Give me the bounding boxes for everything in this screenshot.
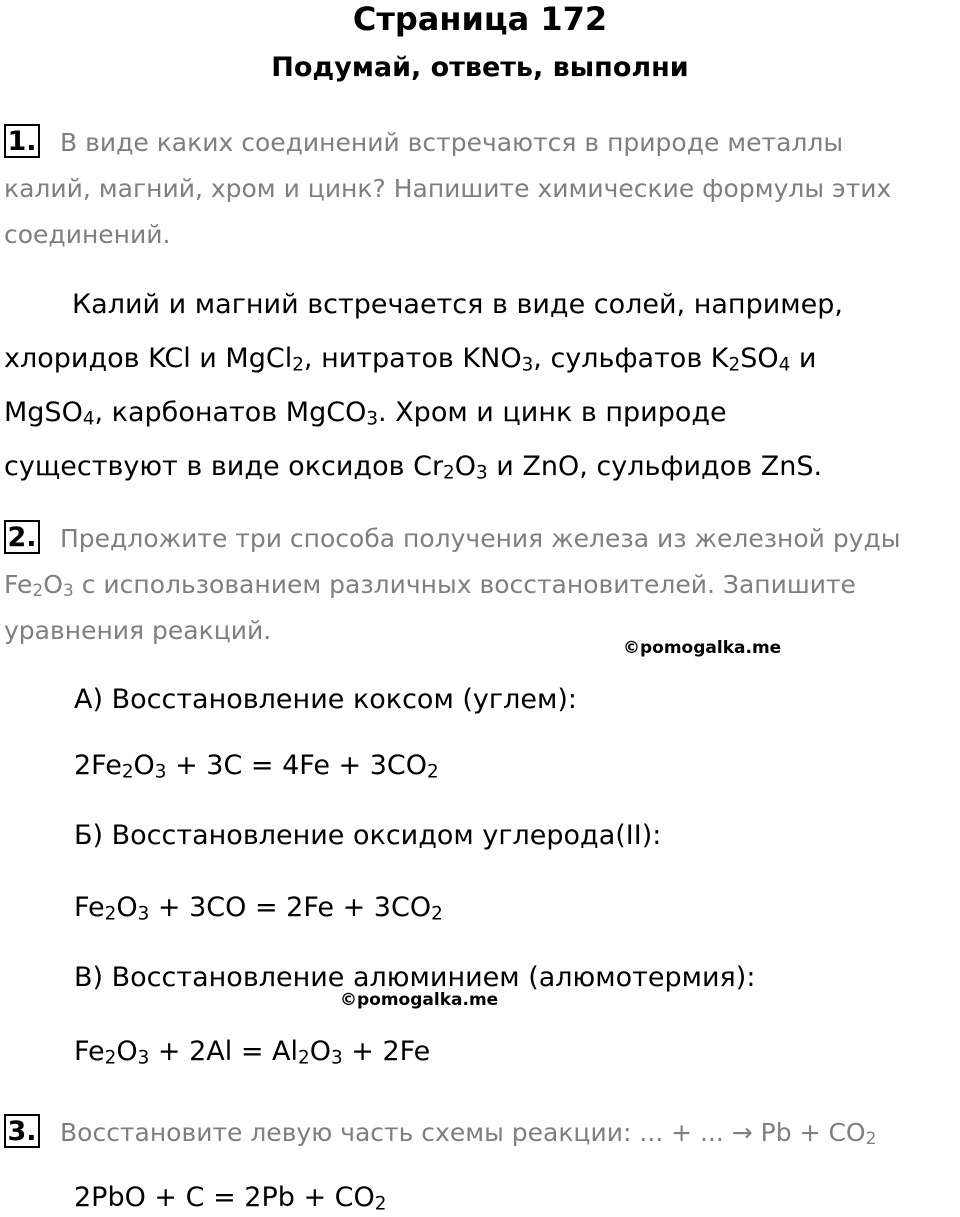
page-subtitle: Подумай, ответь, выполни <box>271 52 689 83</box>
method-a-label: А) Восстановление коксом (углем): <box>74 684 577 715</box>
page-title: Страница 172 <box>352 0 608 38</box>
answer-1-line-4: существуют в виде оксидов $Cr_2O_3$ и ZnO, сульфидов ZnS. <box>4 451 823 484</box>
question-2-line-3: уравнения реакций. <box>4 616 272 645</box>
question-1-line-1: В виде каких соединений встречаются в природе металлы <box>60 128 844 157</box>
question-2-line-1: Предложите три способа получения железа из железной руды <box>60 524 901 553</box>
equation-b: $Fe_2O_3 + 3CO = 2Fe + 3CO_2$ <box>74 892 443 925</box>
question-2-line-2: $Fe_2O_3$ с использованием различных восстановителей. Запишите <box>4 570 856 602</box>
question-1-line-3: соединений. <box>4 220 171 249</box>
method-b-label: Б) Восстановление оксидом углерода(II): <box>74 820 662 851</box>
equation-a: $2Fe_2O_3 + 3C = 4Fe + 3CO_2$ <box>74 750 439 783</box>
question-3-text: Восстановите левую часть схемы реакции: ... + ... → $Pb + CO_2$ <box>60 1118 877 1150</box>
equation-c: $Fe_2O_3 + 2Al = Al_2O_3 + 2Fe$ <box>74 1036 431 1069</box>
watermark: ©pomogalka.me <box>623 638 782 658</box>
question-1-line-2: калий, магний, хром и цинк? Напишите химические формулы этих <box>4 174 892 203</box>
watermark-2: ©pomogalka.me <box>340 990 499 1010</box>
answer-1-line-1: Калий и магний встречается в виде солей, например, <box>72 289 843 320</box>
method-c-label: В) Восстановление алюминием (алюмотермия): <box>74 962 756 993</box>
answer-1-line-3: MgSO$_4$, карбонатов MgCO$_3$. Хром и цинк в природе <box>4 397 727 430</box>
question-1-number: 1. <box>4 124 40 158</box>
question-2-number: 2. <box>4 520 40 554</box>
answer-1-line-2: хлоридов KCl и MgCl$_2$, нитратов $KNO_3$, сульфатов $K_2SO_4$ и <box>4 343 817 376</box>
question-3-number: 3. <box>4 1114 40 1148</box>
answer-3-equation: $2PbO + C = 2Pb + CO_2$ <box>74 1182 387 1215</box>
